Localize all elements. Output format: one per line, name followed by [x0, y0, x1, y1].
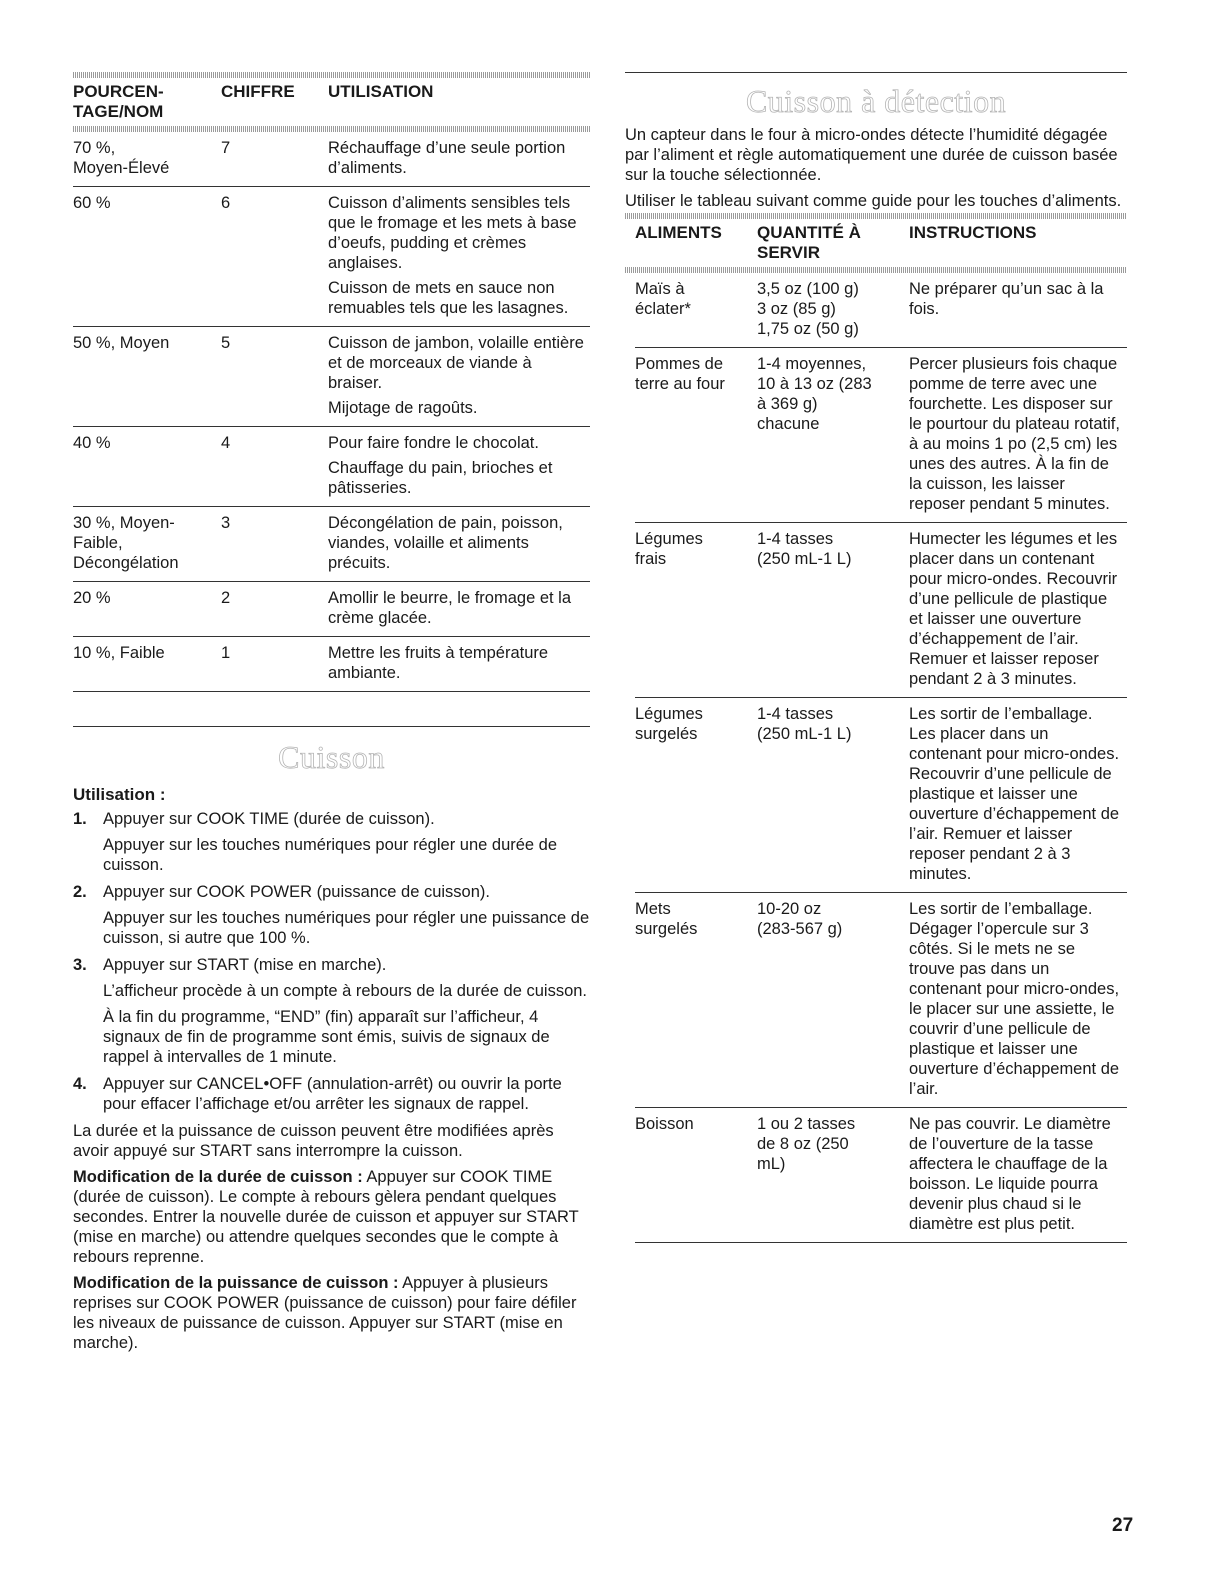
power-number: 6 [221, 187, 328, 327]
header-number: CHIFFRE [221, 82, 295, 101]
power-percent: 30 %, Moyen- Faible, Décongélation [73, 507, 221, 582]
power-percent: 70 %, Moyen-Élevé [73, 132, 221, 187]
cuisson-top-rule [73, 726, 590, 727]
food-name: Pommes de terre au four [635, 348, 757, 523]
food-instructions: Les sortir de l’emballage. Les placer dans un contenant pour micro-ondes. Recouvrir d’une pellicule de plastique et laisser une ouverture d’échappement de l’air. Remuer et laisser reposer pendant 2 à 3 minutes. [909, 698, 1127, 893]
power-usage [328, 132, 590, 187]
food-instructions: Percer plusieurs fois chaque pomme de terre avec une fourchette. Les disposer sur le pourtour du plateau rotatif, à au moins 1 po (2,5 cm) les unes des autres. À la fin de la cuisson, les laisser reposer pendant 5 minutes. [909, 348, 1127, 523]
food-name: Maïs à éclater* [635, 273, 757, 348]
usage-text: Chauffage du pain, brioches et pâtisseries. [328, 459, 553, 497]
power-table-body [73, 132, 590, 692]
step-text: Appuyer sur les touches numériques pour régler une durée de cuisson. [103, 836, 558, 874]
power-table-header [73, 78, 590, 132]
header-percent: POURCEN- TAGE/NOM [73, 82, 164, 121]
detection-title: Cuisson à détection [745, 83, 1007, 119]
utilisation-label: Utilisation : [73, 785, 166, 804]
table-row [73, 582, 590, 637]
food-instructions: Les sortir de l’emballage. Dégager l’opercule sur 3 côtés. Si le mets ne se trouve pas dans un contenant pour micro-ondes, le placer sur une assiette, le couvrir d’une pellicule de plastique et laisser une ouverture d’échappement de l’air. [909, 893, 1127, 1108]
sensor-table-body [635, 273, 1127, 1243]
step-number: 4. [73, 1075, 87, 1093]
step-text: Appuyer sur les touches numériques pour régler une puissance de cuisson, si autre que 100 %. [103, 909, 590, 947]
power-number: 3 [221, 507, 328, 582]
power-percent: 50 %, Moyen [73, 327, 221, 427]
cooking-steps [73, 809, 590, 1114]
food-quantity: 1-4 tasses (250 mL-1 L) [757, 698, 909, 893]
food-quantity: 10-20 oz (283-567 g) [757, 893, 909, 1108]
modify-time-paragraph [73, 1167, 590, 1267]
cuisson-title: Cuisson [278, 739, 385, 775]
detection-intro [625, 125, 1127, 211]
step-text: Appuyer sur COOK TIME (durée de cuisson). [103, 810, 435, 828]
food-name: Mets surgelés [635, 893, 757, 1108]
power-percent: 20 % [73, 582, 221, 637]
usage-text: Cuisson d’aliments sensibles tels que le fromage et les mets à base d’oeufs, pudding et crèmes anglaises. [328, 194, 577, 272]
power-usage [328, 507, 590, 582]
table-row [73, 132, 590, 187]
power-number: 2 [221, 582, 328, 637]
power-percent: 40 % [73, 427, 221, 507]
header-instructions: INSTRUCTIONS [909, 223, 1037, 242]
table-row [635, 698, 1127, 893]
usage-text: Amollir le beurre, le fromage et la crème glacée. [328, 589, 572, 627]
food-quantity: 1-4 tasses (250 mL-1 L) [757, 523, 909, 698]
food-name: Légumes surgelés [635, 698, 757, 893]
page-number: 27 [1112, 1515, 1134, 1536]
power-number: 1 [221, 637, 328, 692]
table-row [73, 637, 590, 692]
usage-text: Mettre les fruits à température ambiante. [328, 644, 549, 682]
usage-text: Cuisson de jambon, volaille entière et de morceaux de viande à braiser. [328, 334, 584, 392]
step-text: Appuyer sur START (mise en marche). [103, 956, 387, 974]
usage-text: Mijotage de ragoûts. [328, 399, 478, 417]
sensor-table-header [635, 219, 1127, 273]
power-usage [328, 187, 590, 327]
food-quantity: 3,5 oz (100 g) 3 oz (85 g) 1,75 oz (50 g) [757, 273, 909, 348]
detection-intro-1: Un capteur dans le four à micro-ondes détecte l’humidité dégagée par l’aliment et règle automatiquement une durée de cuisson basée sur la touche sélectionnée. [625, 126, 1118, 184]
step-text: À la fin du programme, “END” (fin) apparaît sur l’afficheur, 4 signaux de fin de programme sont émis, suivis de signaux de rappel à intervalles de 1 minute. [103, 1008, 550, 1066]
usage-text: Cuisson de mets en sauce non remuables tels que les lasagnes. [328, 279, 569, 317]
step-text: Appuyer sur COOK POWER (puissance de cuisson). [103, 883, 490, 901]
food-name: Boisson [635, 1108, 757, 1243]
step-text: L’afficheur procède à un compte à rebours de la durée de cuisson. [103, 982, 588, 1000]
step-text: Appuyer sur CANCEL•OFF (annulation-arrêt) ou ouvrir la porte pour effacer l’affichage et/ou arrêter les signaux de rappel. [103, 1075, 562, 1113]
power-usage [328, 427, 590, 507]
food-instructions: Ne pas couvrir. Le diamètre de l’ouverture de la tasse affectera le chauffage de la boisson. Le liquide pourra devenir plus chaud si le diamètre est plus petit. [909, 1108, 1127, 1243]
modify-time-text: Appuyer sur COOK TIME (durée de cuisson). Le compte à rebours gèlera pendant quelques secondes. Entrer la nouvelle durée de cuisson et appuyer sur START (mise en marche) ou attendre quelques secondes que le compte à rebours reprenne. [73, 1168, 579, 1266]
table-row [73, 427, 590, 507]
food-instructions: Humecter les légumes et les placer dans un contenant pour micro-ondes. Recouvrir d’une pellicule de plastique et laisser une ouverture d’échappement de l’air. Remuer et laisser reposer pendant 2 à 3 minutes. [909, 523, 1127, 698]
step-number: 3. [73, 956, 87, 974]
table-row [73, 507, 590, 582]
power-number: 4 [221, 427, 328, 507]
table-row [635, 893, 1127, 1108]
step-number: 1. [73, 810, 87, 828]
food-quantity: 1 ou 2 tasses de 8 oz (250 mL) [757, 1108, 909, 1243]
step-number: 2. [73, 883, 87, 901]
header-usage: UTILISATION [328, 82, 434, 101]
table-row [635, 273, 1127, 348]
sensor-table [635, 219, 1127, 1243]
power-number: 7 [221, 132, 328, 187]
power-percent: 10 %, Faible [73, 637, 221, 692]
left-column [73, 72, 590, 1359]
usage-text: Décongélation de pain, poisson, viandes, volaille et aliments précuits. [328, 514, 563, 572]
modify-note: La durée et la puissance de cuisson peuvent être modifiées après avoir appuyé sur START sans interrompre la cuisson. [73, 1122, 554, 1160]
header-quantity: QUANTITÉ À SERVIR [757, 223, 861, 262]
list-item [73, 1074, 590, 1114]
food-instructions: Ne préparer qu’un sac à la fois. [909, 273, 1127, 348]
power-level-table [73, 78, 590, 692]
header-food: ALIMENTS [635, 223, 722, 242]
detection-top-rule [625, 72, 1127, 73]
power-usage [328, 582, 590, 637]
modify-power-label: Modification de la puissance de cuisson : [73, 1274, 399, 1292]
power-usage [328, 637, 590, 692]
right-column [625, 72, 1127, 1243]
modify-power-text: Appuyer à plusieurs reprises sur COOK POWER (puissance de cuisson) pour faire défiler les niveaux de puissance de cuisson. Appuyer sur START (mise en marche). [73, 1274, 577, 1352]
power-number: 5 [221, 327, 328, 427]
list-item [73, 955, 590, 1067]
table-row [73, 327, 590, 427]
detection-intro-2: Utiliser le tableau suivant comme guide pour les touches d’aliments. [625, 192, 1122, 210]
table-row [635, 348, 1127, 523]
table-row [73, 187, 590, 327]
table-row [635, 1108, 1127, 1243]
list-item [73, 809, 590, 875]
modify-time-label: Modification de la durée de cuisson : [73, 1168, 363, 1186]
usage-text: Réchauffage d’une seule portion d’aliments. [328, 139, 566, 177]
food-quantity: 1-4 moyennes, 10 à 13 oz (283 à 369 g) chacune [757, 348, 909, 523]
table-row [635, 523, 1127, 698]
power-usage [328, 327, 590, 427]
food-name: Légumes frais [635, 523, 757, 698]
cuisson-notes [73, 1121, 590, 1353]
modify-power-paragraph [73, 1273, 590, 1353]
power-percent: 60 % [73, 187, 221, 327]
usage-text: Pour faire fondre le chocolat. [328, 434, 539, 452]
list-item [73, 882, 590, 948]
